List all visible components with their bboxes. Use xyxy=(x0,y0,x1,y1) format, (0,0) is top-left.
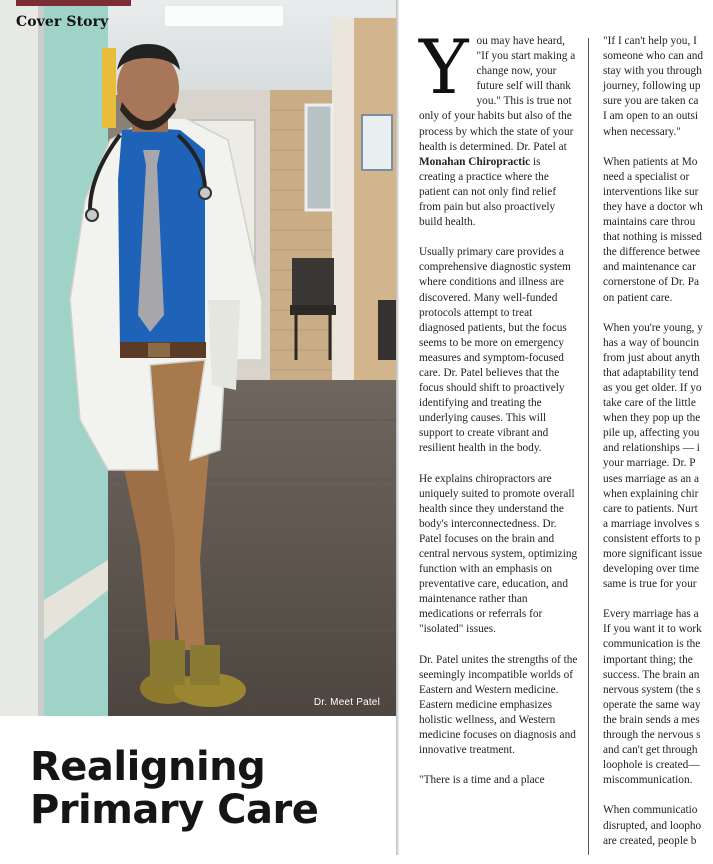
text-line: when explaining chir xyxy=(603,487,699,500)
text-line: same is true for your xyxy=(603,578,697,591)
text-line: pile up, affecting you xyxy=(603,427,700,440)
paragraph-4: Dr. Patel unites the strengths of the seemingly incompatible worlds of Eastern and Western medicine. Eastern medicine emphasizes holistic wellness, and Western medicine focuses on diagnosis and innovative treatment. xyxy=(419,653,578,757)
paragraph-1-end: is creating a practice where the patient can not only find relief from pain but also proactively build health. xyxy=(419,155,557,229)
text-line: consistent efforts to p xyxy=(603,532,701,545)
text-line: sure you are taken ca xyxy=(603,95,699,108)
paragraph-2: Usually primary care provides a comprehensive diagnostic system where conditions and illness are discovered. Many well-funded protocols attempt to treat diagnosed patients, but the focus seems to be more on emergency measures and symptom-focused care. Dr. Patel believes that the focus should shift to proactively identifying and treating the underlying causes. This will support to create vibrant and resilient health in the body. xyxy=(419,246,571,455)
text-line: developing over time xyxy=(603,563,699,576)
cover-photo xyxy=(0,0,396,716)
paragraph-5: "There is a time and a place xyxy=(419,774,545,787)
text-line: your marriage. Dr. P xyxy=(603,457,696,470)
text-line: as you get older. If yo xyxy=(603,381,702,394)
section-label: Cover Story xyxy=(16,14,109,30)
text-line: the difference betwee xyxy=(603,246,701,259)
headline-line-1: Realigning xyxy=(30,744,266,790)
text-line: take care of the little xyxy=(603,397,696,410)
text-line: more significant issue xyxy=(603,548,703,560)
text-line: and relationships — i xyxy=(603,442,700,455)
practice-name: Monahan Chiropractic xyxy=(419,155,531,168)
paragraph-1 xyxy=(419,23,579,230)
text-line: miscommunication. xyxy=(603,774,693,787)
section-accent-bar xyxy=(16,0,131,6)
text-line: communication is the xyxy=(603,638,701,651)
text-line: and maintenance car xyxy=(603,261,696,274)
text-line: journey, following up xyxy=(603,80,701,93)
doctor-photo-illustration xyxy=(0,0,396,716)
text-line: cornerstone of Dr. Pa xyxy=(603,276,699,289)
text-line: uses marriage as an a xyxy=(603,472,699,485)
text-line: important thing; the xyxy=(603,653,693,666)
article-column-2 xyxy=(603,34,713,864)
text-line: that nothing is missed xyxy=(603,231,702,244)
text-line: stay with you through xyxy=(603,65,702,78)
text-line: care to patients. Nurt xyxy=(603,502,698,515)
article-headline xyxy=(30,746,390,832)
text-line: and can't get through xyxy=(603,744,698,757)
text-line: when they pop up the xyxy=(603,412,701,425)
article-column-1 xyxy=(419,23,579,803)
text-line: are created, people b xyxy=(603,834,697,847)
text-line: on patient care. xyxy=(603,291,673,304)
text-line: has a way of bouncin xyxy=(603,336,699,349)
text-line: maintains care throu xyxy=(603,216,696,229)
col2-paragraph-5 xyxy=(603,803,713,848)
photo-caption: Dr. Meet Patel xyxy=(313,697,380,708)
paragraph-1-text: ou may have heard, "If you start making a change now, your future self will thank you." This is true not only of your habits but also of the process by which the state of your health is determined. Dr. Patel at xyxy=(419,35,576,153)
text-line: loophole is created— xyxy=(603,759,700,772)
text-line: success. The brain an xyxy=(603,668,700,681)
text-line: interventions like sur xyxy=(603,185,699,198)
text-line: through the nervous s xyxy=(603,729,701,742)
text-line: When patients at Mo xyxy=(603,155,698,168)
text-line: that adaptability tend xyxy=(603,366,699,379)
text-line: nervous system (the s xyxy=(603,683,701,696)
text-line: Every marriage has a xyxy=(603,608,699,621)
col2-paragraph-3 xyxy=(603,321,713,593)
page-fold xyxy=(396,0,399,855)
column-rule xyxy=(588,38,589,855)
text-line: they have a doctor wh xyxy=(603,200,703,213)
col2-paragraph-1 xyxy=(603,34,713,140)
text-line: I am open to an outsi xyxy=(603,110,699,123)
col2-paragraph-2 xyxy=(603,155,713,306)
col2-paragraph-4 xyxy=(603,607,713,788)
text-line: When you're young, y xyxy=(603,321,703,334)
text-line: When communicatio xyxy=(603,804,698,817)
text-line: someone who can and xyxy=(603,50,704,63)
text-line: from just about anyth xyxy=(603,351,700,364)
text-line: when necessary." xyxy=(603,125,681,138)
text-line: "If I can't help you, I xyxy=(603,35,697,47)
headline-line-2: Primary Care xyxy=(30,787,319,833)
text-line: the brain sends a mes xyxy=(603,713,700,726)
text-line: a marriage involves s xyxy=(603,517,700,530)
text-line: operate the same way xyxy=(603,698,701,711)
text-line: disrupted, and loopho xyxy=(603,819,702,832)
text-line: If you want it to work xyxy=(603,623,702,636)
drop-cap: Y xyxy=(419,23,469,111)
text-line: need a specialist or xyxy=(603,170,690,183)
paragraph-3: He explains chiropractors are uniquely suited to promote overall health since they understand the body's interconnectedness. Dr. Patel focuses on the brain and central nervous system, optimizing function with an emphasis on preventative care, education, and maintenance rather than medications or referrals for "isolated" issues. xyxy=(419,472,578,636)
